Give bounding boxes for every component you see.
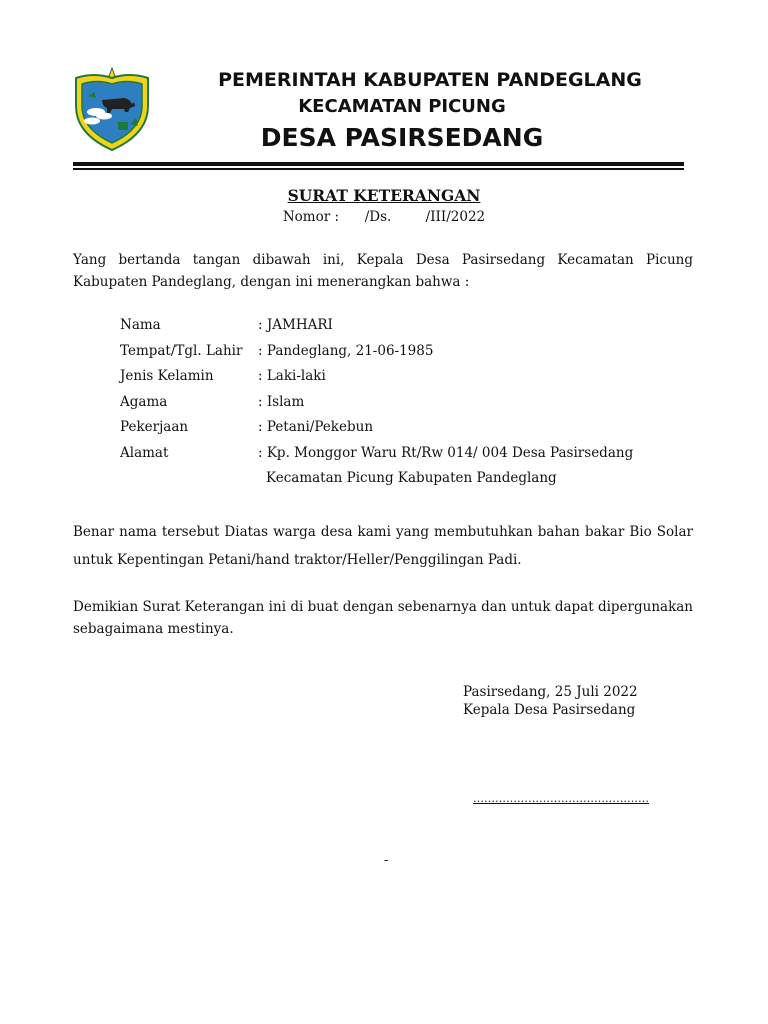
field-value: : JAMHARI (258, 317, 333, 333)
identity-fields (120, 314, 680, 493)
place-date: Pasirsedang, 25 Juli 2022 (463, 684, 638, 700)
field-row-birth (120, 340, 680, 366)
field-label: Tempat/Tgl. Lahir (120, 342, 243, 359)
letterhead-district-line: KECAMATAN PICUNG (298, 96, 506, 117)
field-label: Nama (120, 317, 161, 333)
field-value: : Pandeglang, 21-06-1985 (258, 342, 434, 359)
coat-of-arms-icon (72, 66, 152, 152)
letterhead-government-line: PEMERINTAH KABUPATEN PANDEGLANG (218, 69, 642, 91)
signature-line: ………………………………………… (473, 792, 649, 805)
footer-mark: - (384, 853, 389, 868)
opening-paragraph: Yang bertanda tangan dibawah ini, Kepala Desa Pasirsedang Kecamatan Picung Kabupaten Pandeglang, dengan ini menerangkan bahwa : (73, 252, 693, 290)
field-label: Alamat (120, 444, 169, 461)
document-title (0, 186, 768, 205)
statement-paragraph: Benar nama tersebut Diatas warga desa kami yang membutuhkan bahan bakar Bio Solar untuk Kepentingan Petani/hand traktor/Heller/Penggilingan Padi. (73, 524, 693, 568)
signatory-title: Kepala Desa Pasirsedang (463, 702, 636, 718)
letterhead-divider-thin (73, 168, 684, 170)
field-label: Jenis Kelamin (120, 368, 214, 384)
regency-logo (72, 66, 152, 152)
field-row-address (120, 442, 680, 468)
field-value: : Laki-laki (258, 368, 326, 384)
field-value-continuation: Kecamatan Picung Kabupaten Pandeglang (266, 470, 557, 486)
field-row-name (120, 314, 680, 340)
field-row-address-continued (120, 467, 680, 493)
field-label: Pekerjaan (120, 419, 189, 435)
closing-paragraph: Demikian Surat Keterangan ini di buat dengan sebenarnya dan untuk dapat dipergunakan sebagaimana mestinya. (73, 599, 693, 637)
field-value: : Islam (258, 393, 305, 410)
document-title-text: SURAT KETERANGAN (287, 186, 481, 205)
field-row-gender (120, 365, 680, 391)
signature-block (463, 683, 638, 719)
field-label: Agama (120, 393, 168, 410)
field-value: : Petani/Pekebun (258, 419, 374, 435)
letterhead-village-line: DESA PASIRSEDANG (260, 123, 544, 152)
field-row-occupation (120, 416, 680, 442)
document-number: Nomor : /Ds. /III/2022 (282, 209, 486, 225)
field-value: : Kp. Monggor Waru Rt/Rw 014/ 004 Desa Pasirsedang (258, 444, 634, 461)
field-row-religion (120, 391, 680, 417)
letterhead-divider-thick (73, 162, 684, 166)
